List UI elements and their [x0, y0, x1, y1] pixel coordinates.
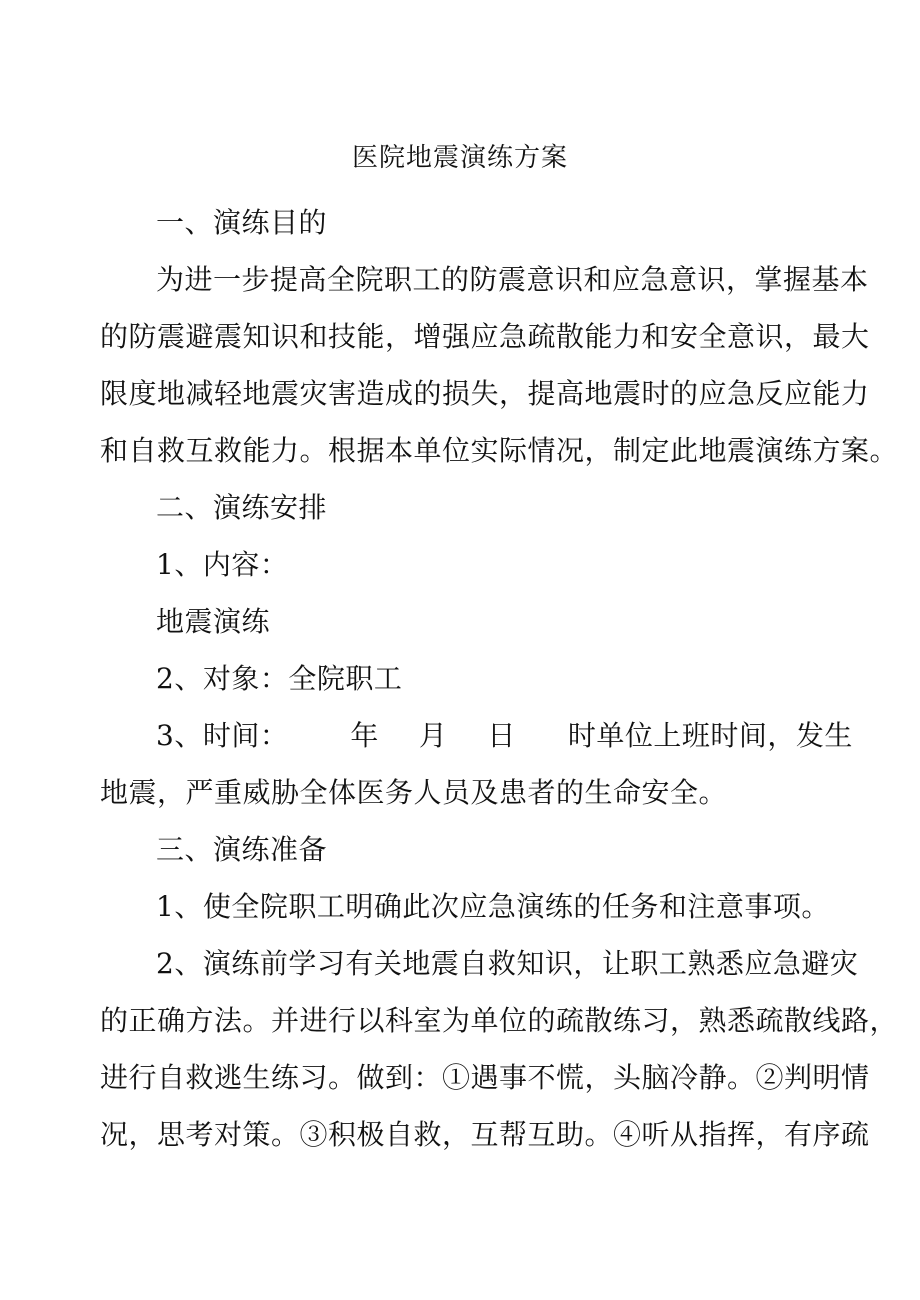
section-heading-purpose: 一、演练目的 [156, 206, 328, 239]
list-item-preparation-2: 2、演练前学习有关地震自救知识，让职工熟悉应急避灾 [156, 947, 859, 980]
section-heading-arrangement: 二、演练安排 [156, 491, 328, 524]
paragraph-line: 限度地减轻地震灾害造成的损失，提高地震时的应急反应能力 [100, 377, 870, 410]
paragraph-line: 的正确方法。并进行以科室为单位的疏散练习，熟悉疏散线路， [100, 1004, 899, 1037]
time-month: 月 [418, 719, 448, 752]
time-year: 年 [350, 719, 379, 752]
list-item-content-label: 1、内容： [156, 548, 289, 581]
paragraph-line: 和自救互救能力。根据本单位实际情况，制定此地震演练方案。 [100, 434, 899, 467]
document-title: 医院地震演练方案 [351, 143, 568, 173]
time-rest: 时单位上班时间，发生 [567, 719, 853, 752]
paragraph-line: 的防震避震知识和技能，增强应急疏散能力和安全意识，最大 [100, 320, 870, 353]
list-item-preparation-1: 1、使全院职工明确此次应急演练的任务和注意事项。 [156, 890, 830, 923]
paragraph-line: 为进一步提高全院职工的防震意识和应急意识，掌握基本 [156, 263, 869, 296]
time-label: 3、时间： [156, 719, 289, 752]
document-body [100, 194, 899, 1163]
paragraph-line: 地震，严重威胁全体医务人员及患者的生命安全。 [100, 776, 728, 809]
paragraph-line: 况，思考对策。③积极自救，互帮互助。④听从指挥，有序疏 [100, 1118, 870, 1151]
paragraph-line: 进行自救逃生练习。做到：①遇事不慌，头脑冷静。②判明情 [100, 1061, 870, 1094]
time-day: 日 [487, 719, 516, 752]
list-item-audience: 2、对象：全院职工 [156, 662, 403, 695]
list-item-content-value: 地震演练 [156, 605, 271, 638]
list-item-time [100, 707, 853, 764]
section-heading-preparation: 三、演练准备 [156, 833, 328, 866]
